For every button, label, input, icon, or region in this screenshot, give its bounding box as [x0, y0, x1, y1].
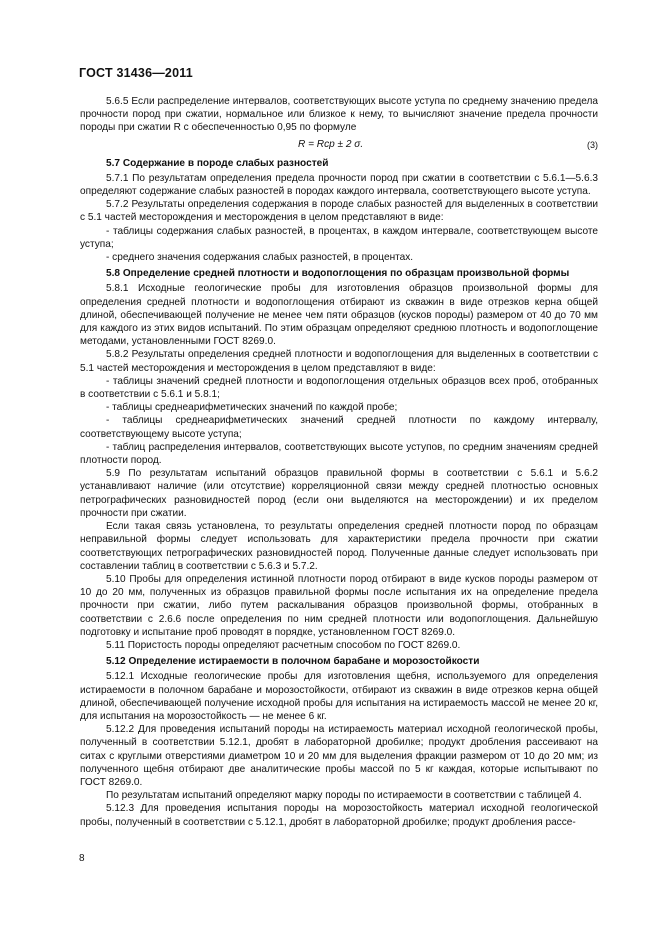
- paragraph-5-11: 5.11 Пористость породы определяют расчетным способом по ГОСТ 8269.0.: [106, 639, 461, 651]
- list-item: - таблицы содержания слабых разностей, в процентах, в каждом интервале, соответствующем высоте уступа;: [80, 225, 598, 250]
- formula-3: [80, 136, 598, 154]
- paragraph-5-10: 5.10 Пробы для определения истинной плотности пород отбирают в виде кусков породы размером от 10 до 20 мм, полученных из образцов правильной формы после испытания их на определение предела прочности при сжатии, либо путем раскалывания образцов произвольной формы, отобранных в соответствии с 2.6.6 после определения по ним средней плотности или водопоглощения. Дальнейшую подготовку и испытание проб проводят в порядке, установленном ГОСТ 8269.0.: [80, 573, 598, 638]
- paragraph-5-8-1: 5.8.1 Исходные геологические пробы для изготовления образцов произвольной формы для определения средней плотности и водопоглощения отбирают из скважин в виде отрезков керна общей длиной, обеспечивающей получение не менее чем пяти образцов (кусков породы) размером от 40 до 70 мм для каждого из этих видов испытаний. По этим образцам определяют среднюю плотность и водопоглощение методами, установленными ГОСТ 8269.0.: [80, 283, 598, 348]
- paragraph-5-8-2: 5.8.2 Результаты определения средней плотности и водопоглощения для выделенных в соответствии с 5.1 частей месторождения и месторождения в целом представляют в виде:: [80, 349, 598, 374]
- list-item: - таблицы среднеарифметических значений по каждой пробе;: [106, 402, 398, 414]
- list-item: - таблиц распределения интервалов, соответствующих высоте уступов, по средним значениям средней плотности пород.: [80, 441, 598, 467]
- paragraph-5-7-1: 5.7.1 По результатам определения предела прочности пород при сжатии в соответствии с 5.6.1—5.6.3 определяют содержание слабых разностей в породах каждого интервала, соответствующего высоте уступа.: [80, 172, 598, 198]
- paragraph-5-12-1: 5.12.1 Исходные геологические пробы для изготовления щебня, используемого для определения истираемости в полочном барабане и морозостойкости, отбирают из скважин в виде отрезков керна общей длиной, обеспечивающей получение исходной пробы для испытания на истираемость массой не менее 20 кг, для испытания на морозостойкость — не менее 6 кг.: [80, 671, 598, 722]
- list-item: - таблицы среднеарифметических значений средней плотности по каждому интервалу, соответствующему высоте уступа;: [80, 415, 598, 440]
- heading-5-8: 5.8 Определение средней плотности и водопоглощения по образцам произвольной формы: [106, 268, 570, 280]
- page-header: ГОСТ 31436—2011: [79, 66, 193, 80]
- document-body: [80, 95, 598, 829]
- paragraph-5-7-2: 5.7.2 Результаты определения содержания в породе слабых разностей для выделенных в соответствии с 5.1 частей месторождения и месторождения в целом представляют в виде:: [80, 199, 598, 224]
- formula-number: (3): [587, 139, 598, 150]
- formula-expression: R = Rср ± 2 σ.: [298, 138, 364, 150]
- list-item: - таблицы значений средней плотности и водопоглощения отдельных образцов всех проб, отобранных в соответствии с 5.6.1 и 5.8.1;: [80, 375, 598, 401]
- heading-5-12: 5.12 Определение истираемости в полочном барабане и морозостойкости: [106, 656, 480, 668]
- page-number: 8: [79, 853, 85, 864]
- paragraph-5-9-continued: Если такая связь установлена, то результаты определения средней плотности пород по образцам неправильной формы следует использовать для характеристики предела прочности при сжатии соответствующих петрографических разновидностей пород. Полученные данные следует использовать при составлении таблиц в соответствии с 5.6.3 и 5.7.2.: [80, 521, 598, 572]
- heading-5-7: 5.7 Содержание в породе слабых разностей: [106, 157, 329, 169]
- paragraph-5-6-5: 5.6.5 Если распределение интервалов, соответствующих высоте уступа по среднему значению предела прочности пород при сжатии, нормальное или близкое к нему, то вычисляют значение предела прочности породы при сжатии R с обеспеченностью 0,95 по формуле: [80, 96, 598, 134]
- list-item: - среднего значения содержания слабых разностей, в процентах.: [106, 252, 414, 264]
- paragraph-5-12-2-continued: По результатам испытаний определяют марку породы по истираемости в соответствии с таблицей 4.: [106, 790, 582, 802]
- paragraph-5-9: 5.9 По результатам испытаний образцов правильной формы в соответствии с 5.6.1 и 5.6.2 устанавливают наличие (или отсутствие) корреляционной связи между средней плотностью основных петрографических разновидностей пород (если они выделяются на месторождении) и их пределом прочности при сжатии.: [80, 468, 598, 519]
- paragraph-5-12-3: 5.12.3 Для проведения испытания породы на морозостойкость материал исходной геологической пробы, полученный в соответствии с 5.12.1, дробят в лабораторной дробилке; продукт дробления рассе-: [80, 803, 598, 828]
- paragraph-5-12-2: 5.12.2 Для проведения испытаний породы на истираемость материал исходной геологической пробы, полученный в соответствии 5.12.1, дробят в лабораторной дробилке; продукт дробления рассеивают на ситах с круглыми отверстиями диаметром 10 и 20 мм для выделения фракции размером от 10 до 20 мм; из полученного щебня отбирают две аналитические пробы массой по 5 кг каждая, которые испытывают по ГОСТ 8269.0.: [80, 724, 598, 788]
